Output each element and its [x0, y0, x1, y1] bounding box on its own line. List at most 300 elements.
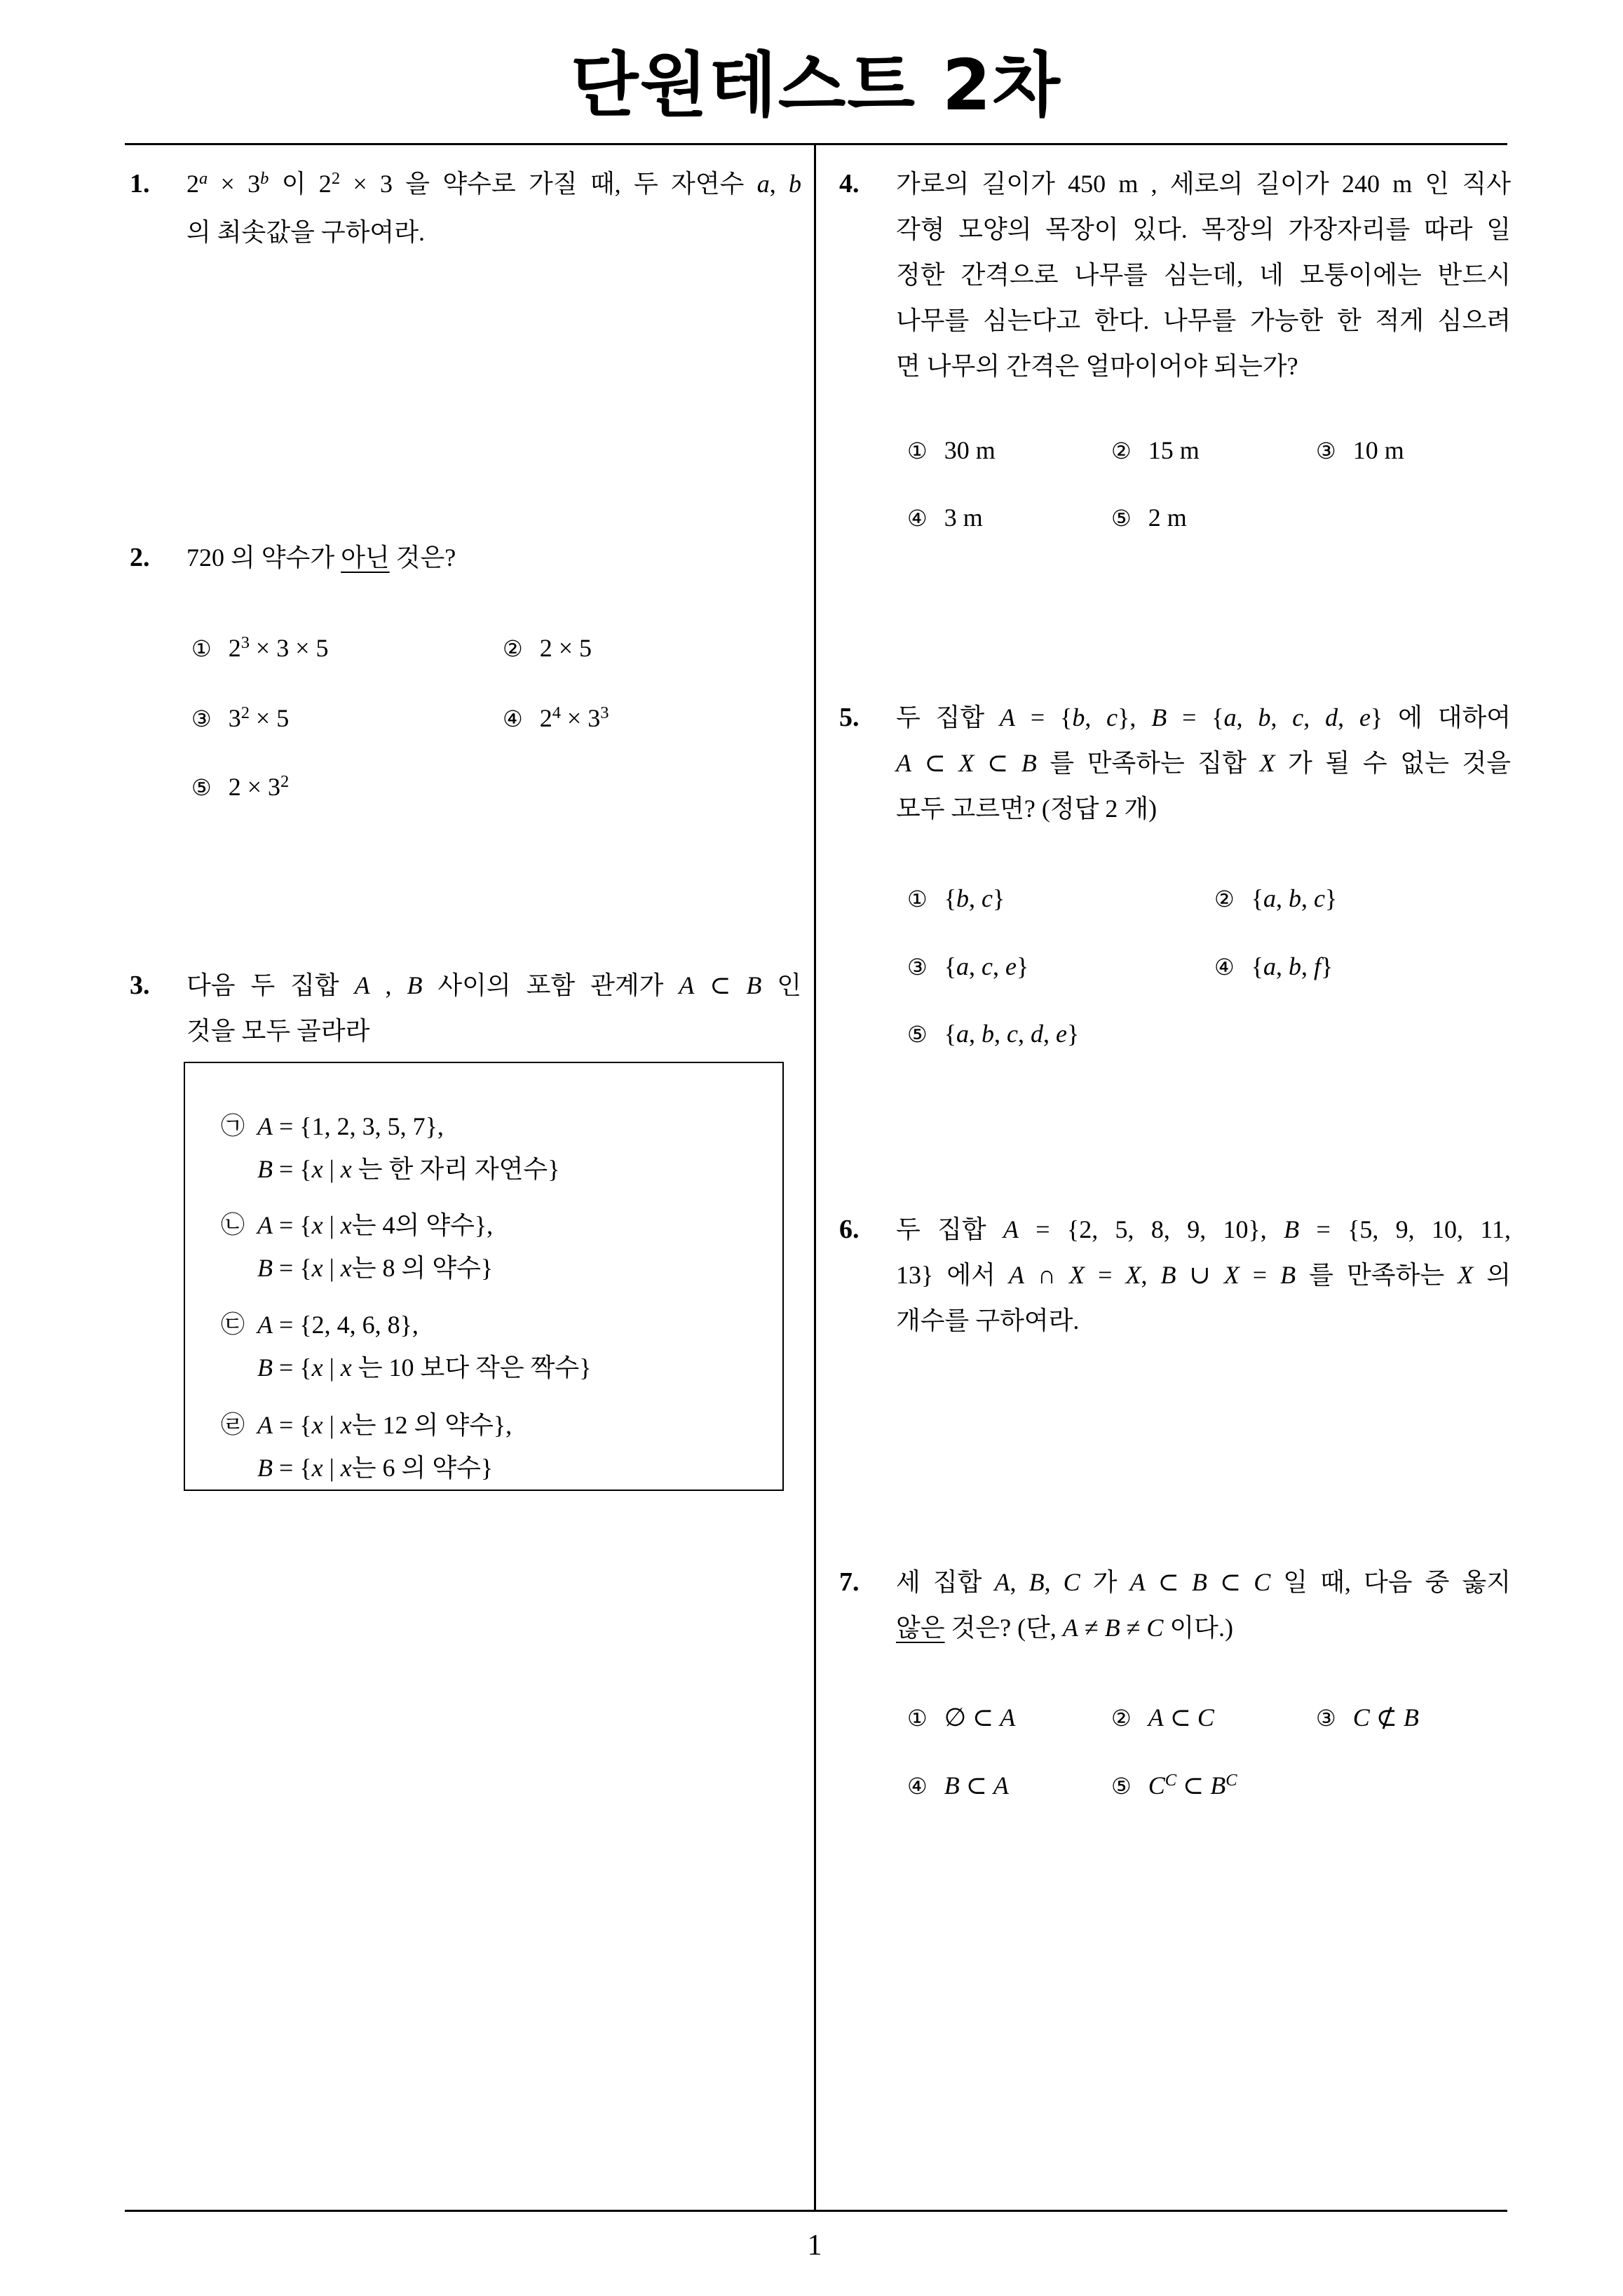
- text-run: = {1, 2, 3, 5, 7},: [273, 1112, 444, 1140]
- superscript: 2: [331, 168, 341, 188]
- condition-line: [257, 1447, 512, 1490]
- answer-option-4: [1214, 944, 1333, 990]
- option-marker: ④: [907, 1773, 928, 1799]
- condition-line: [257, 1148, 560, 1191]
- math-variable: X: [1069, 1261, 1085, 1289]
- text-run: {: [944, 1020, 956, 1048]
- option-marker: ①: [907, 438, 928, 464]
- condition-item: [185, 1105, 782, 1191]
- question-5: [839, 695, 1511, 832]
- text-run: ,: [1301, 952, 1314, 980]
- text-run: 것은? (단,: [944, 1614, 1063, 1642]
- question-text: [186, 963, 801, 1054]
- text-run: ,: [1017, 1020, 1031, 1048]
- option-text: [1148, 504, 1187, 532]
- text-run: ⊄: [1369, 1703, 1404, 1731]
- question-text: [186, 161, 801, 255]
- text-run: ,: [1141, 1261, 1161, 1289]
- text-run: 는 한 자리 자연수}: [351, 1155, 560, 1183]
- text-run: ,: [1010, 1568, 1029, 1596]
- text-run: 정한 간격으로 나무를 심는데, 네 모퉁이에는 반드시: [896, 261, 1511, 289]
- text-run: ∩: [1024, 1261, 1070, 1289]
- option-text: [1148, 1703, 1214, 1731]
- condition-marker: ㉡: [221, 1211, 245, 1239]
- math-variable: B: [1403, 1703, 1419, 1731]
- text-run: =: [1239, 1261, 1281, 1289]
- math-variable: A: [1129, 1568, 1146, 1596]
- option-marker: ②: [1111, 1705, 1132, 1731]
- option-marker: ④: [1214, 954, 1235, 980]
- condition-item: [185, 1404, 782, 1490]
- text-run: ⊂: [694, 971, 747, 999]
- math-variable: x: [311, 1155, 323, 1183]
- superscript-variable: b: [260, 168, 269, 188]
- text-run: 3: [228, 704, 241, 732]
- text-run: = {2, 5, 8, 9, 10},: [1018, 1215, 1284, 1243]
- option-text: [944, 436, 996, 464]
- math-variable: A: [1008, 1261, 1024, 1289]
- text-run: ∪: [1176, 1261, 1224, 1289]
- text-run: ⊂: [1207, 1568, 1254, 1596]
- math-variable: x: [311, 1411, 323, 1439]
- option-marker: ③: [1316, 1705, 1336, 1731]
- answer-option-2: [503, 626, 592, 672]
- text-run: ∅ ⊂: [944, 1703, 1000, 1731]
- condition-text: [257, 1404, 512, 1490]
- question-1: [130, 161, 801, 255]
- math-variable: X: [1259, 749, 1275, 777]
- condition-line: [257, 1304, 592, 1346]
- text-run: 것은?: [389, 543, 456, 572]
- text-run: |: [322, 1454, 341, 1482]
- text-run: 가로의 길이가 450 m , 세로의 길이가 240 m 인 직사: [896, 170, 1511, 198]
- text-run: 이 2: [269, 170, 332, 198]
- condition-marker: ㉣: [221, 1411, 245, 1439]
- math-variable: b: [981, 1020, 994, 1048]
- text-run: 면 나무의 간격은 얼마이어야 되는가?: [896, 352, 1298, 380]
- math-variable: a: [756, 170, 770, 198]
- condition-marker: ㉠: [221, 1112, 245, 1140]
- option-text: [944, 1771, 1009, 1799]
- text-run: 일 때, 다음 중 옳지: [1270, 1568, 1512, 1596]
- text-run: ,: [1301, 884, 1314, 912]
- math-variable: A: [896, 749, 911, 777]
- option-marker: ⑤: [1111, 1773, 1132, 1799]
- condition-line: [257, 1247, 493, 1290]
- math-variable: c: [1313, 884, 1325, 912]
- option-text: [1251, 952, 1333, 980]
- text-run: }: [1016, 952, 1029, 980]
- column-divider: [814, 144, 816, 2211]
- answer-option-3: [191, 696, 289, 744]
- math-variable: A: [257, 1311, 273, 1339]
- question-number: 6.: [839, 1215, 860, 1244]
- question-text-line: [186, 1008, 801, 1054]
- answer-option-1: [907, 1695, 1015, 1741]
- math-variable: B: [1028, 1568, 1045, 1596]
- answer-option-3: [907, 944, 1028, 990]
- option-marker: ③: [191, 705, 212, 732]
- answer-option-2: [1111, 428, 1200, 474]
- text-run: 15 m: [1148, 436, 1200, 464]
- answer-option-4: [503, 696, 609, 744]
- text-run: ,: [968, 884, 982, 912]
- math-variable: x: [340, 1211, 352, 1239]
- text-run: ,: [369, 971, 407, 999]
- text-run: 2 m: [1148, 504, 1187, 532]
- question-text: [896, 695, 1511, 832]
- condition-line: [257, 1204, 493, 1247]
- option-text: [944, 952, 1029, 980]
- text-run: ⊂: [1163, 1703, 1197, 1731]
- math-variable: A: [257, 1211, 273, 1239]
- math-variable: B: [257, 1254, 273, 1282]
- condition-line: [257, 1105, 560, 1148]
- text-run: = {: [273, 1353, 312, 1382]
- text-run: {: [1251, 884, 1263, 912]
- condition-item: [185, 1204, 782, 1290]
- text-run: ,: [1085, 703, 1107, 731]
- answer-option-2: [1214, 876, 1337, 922]
- math-variable: A: [993, 1771, 1009, 1799]
- question-text: [186, 535, 801, 581]
- math-variable: x: [311, 1353, 323, 1382]
- text-run: |: [322, 1254, 341, 1282]
- question-7: [839, 1560, 1511, 1651]
- text-run: 각형 모양의 목장이 있다. 목장의 가장자리를 따라 일: [896, 215, 1511, 243]
- text-run: }: [1066, 1020, 1080, 1048]
- text-run: |: [322, 1211, 341, 1239]
- answer-option-5: [1111, 1763, 1237, 1811]
- text-run: ≠: [1120, 1614, 1147, 1642]
- text-run: = {: [273, 1454, 312, 1482]
- math-variable: A: [354, 971, 370, 999]
- text-run: ,: [1236, 703, 1258, 731]
- condition-text: [257, 1105, 560, 1191]
- text-run: ,: [1338, 703, 1359, 731]
- answer-option-5: [1111, 495, 1187, 541]
- text-run: ,: [968, 952, 982, 980]
- page-title: 단원테스트 2차: [571, 44, 1061, 126]
- math-variable: d: [1325, 703, 1338, 731]
- text-run: 2: [539, 704, 552, 732]
- question-text-line: [896, 161, 1511, 207]
- math-variable: a: [1263, 884, 1276, 912]
- math-variable: b: [956, 884, 969, 912]
- question-number: 3.: [130, 971, 150, 1000]
- text-run: 개수를 구하여라.: [896, 1306, 1080, 1335]
- question-number: 2.: [130, 543, 150, 572]
- question-text-line: [896, 344, 1511, 389]
- question-text: [896, 161, 1511, 389]
- superscript: 2: [240, 703, 250, 722]
- text-run: ,: [968, 1020, 982, 1048]
- text-run: 두 집합: [896, 703, 1000, 731]
- math-variable: b: [1288, 884, 1301, 912]
- option-text: [944, 1020, 1080, 1048]
- header-rule: [125, 143, 1507, 145]
- math-variable: f: [1313, 952, 1321, 980]
- math-variable: x: [340, 1155, 352, 1183]
- math-variable: C: [1146, 1614, 1164, 1642]
- text-run: 모두 고르면? (정답 2 개): [896, 795, 1157, 823]
- math-variable: B: [257, 1454, 273, 1482]
- text-run: 720 의 약수가: [186, 543, 341, 572]
- text-run: ,: [1275, 884, 1289, 912]
- text-run: 다음 두 집합: [186, 971, 355, 999]
- superscript-variable: a: [199, 168, 208, 188]
- condition-marker: ㉢: [221, 1311, 245, 1339]
- answer-option-2: [1111, 1695, 1214, 1741]
- text-run: 13} 에서: [896, 1261, 1009, 1289]
- text-run: |: [322, 1353, 341, 1382]
- math-variable: x: [311, 1454, 323, 1482]
- option-text: [1353, 436, 1404, 464]
- text-run: 2: [228, 634, 241, 662]
- option-marker: ④: [503, 705, 523, 732]
- text-run: }: [1324, 884, 1338, 912]
- math-variable: a: [956, 1020, 969, 1048]
- math-variable: b: [1258, 703, 1271, 731]
- math-variable: A: [679, 971, 695, 999]
- text-run: 를 만족하는: [1296, 1261, 1458, 1289]
- text-run: = {: [1167, 703, 1224, 731]
- text-run: 의: [1473, 1261, 1512, 1289]
- question-text-line: [896, 741, 1511, 786]
- option-marker: ②: [1214, 886, 1235, 912]
- text-run: ⊂: [911, 749, 959, 777]
- option-text: [229, 773, 290, 801]
- text-run: }: [992, 884, 1005, 912]
- text-run: 10 m: [1352, 436, 1404, 464]
- math-variable: x: [311, 1254, 323, 1282]
- math-variable: B: [1191, 1568, 1207, 1596]
- math-variable: B: [746, 971, 762, 999]
- math-variable: B: [1210, 1771, 1226, 1799]
- question-text: [896, 1560, 1511, 1651]
- math-variable: c: [981, 952, 993, 980]
- text-run: 의 최솟값을 구하여라.: [186, 218, 425, 246]
- math-variable: C: [1352, 1703, 1370, 1731]
- conditions-box: [184, 1062, 784, 1491]
- answer-option-4: [907, 495, 983, 541]
- question-text-line: [896, 1605, 1511, 1651]
- text-run: ,: [993, 1020, 1007, 1048]
- answer-option-1: [191, 626, 329, 674]
- superscript: 4: [552, 703, 561, 722]
- math-variable: B: [1021, 749, 1037, 777]
- text-run: 는 12 의 약수},: [351, 1411, 512, 1439]
- math-variable: A: [1000, 1703, 1016, 1731]
- text-run: ⊂: [959, 1771, 993, 1799]
- answer-option-4: [907, 1763, 1009, 1809]
- text-run: ,: [992, 952, 1005, 980]
- question-text-line: [896, 1298, 1511, 1344]
- option-text: [944, 884, 1005, 912]
- text-run: ,: [1270, 703, 1293, 731]
- text-run: × 5: [249, 704, 290, 732]
- text-run: 를 만족하는 집합: [1036, 749, 1260, 777]
- option-text: [540, 704, 609, 732]
- math-variable: A: [257, 1411, 273, 1439]
- question-number: 7.: [839, 1567, 860, 1597]
- text-run: 세 집합: [896, 1568, 995, 1596]
- option-text: [229, 704, 290, 732]
- text-run: 는 4의 약수},: [351, 1211, 494, 1239]
- question-text: [896, 1207, 1511, 1344]
- option-marker: ⑤: [907, 1021, 928, 1048]
- option-text: [1353, 1703, 1419, 1731]
- text-run: 나무를 심는다고 한다. 나무를 가능한 한 적게 심으려: [896, 306, 1511, 335]
- text-run: ⊂: [1145, 1568, 1192, 1596]
- condition-line: [257, 1404, 512, 1447]
- math-variable: X: [1125, 1261, 1141, 1289]
- question-text-line: [896, 695, 1511, 741]
- text-run: ,: [769, 170, 789, 198]
- superscript: 3: [240, 633, 250, 652]
- text-run: × 3 × 5: [249, 634, 329, 662]
- text-run: 는 6 의 약수}: [351, 1454, 494, 1482]
- superscript-variable: C: [1225, 1770, 1237, 1790]
- question-text-line: [896, 252, 1511, 298]
- math-variable: A: [257, 1112, 273, 1140]
- option-marker: ④: [907, 505, 928, 532]
- option-text: [540, 634, 592, 662]
- text-run: = {5, 9, 10, 11,: [1299, 1215, 1511, 1243]
- math-variable: x: [340, 1254, 352, 1282]
- text-run: 2 × 5: [539, 634, 592, 662]
- text-run: ⊂: [1176, 1771, 1211, 1799]
- condition-line: [257, 1346, 592, 1389]
- question-text-line: [186, 161, 801, 210]
- text-run: 인: [761, 971, 802, 999]
- option-text: [1148, 1771, 1237, 1799]
- text-run: 두 집합: [896, 1215, 1003, 1243]
- math-variable: e: [1005, 952, 1017, 980]
- math-variable: B: [257, 1353, 273, 1382]
- text-run: = {2, 4, 6, 8},: [273, 1311, 419, 1339]
- option-marker: ①: [191, 635, 212, 662]
- math-variable: c: [1006, 1020, 1018, 1048]
- math-variable: x: [340, 1411, 352, 1439]
- superscript-variable: C: [1164, 1770, 1177, 1790]
- option-text: [944, 504, 983, 532]
- text-run: 2 × 3: [228, 773, 280, 801]
- answer-option-3: [1316, 428, 1404, 474]
- math-variable: C: [1148, 1771, 1165, 1799]
- answer-option-1: [907, 876, 1005, 922]
- text-run: = {: [273, 1211, 312, 1239]
- math-variable: A: [1000, 703, 1016, 731]
- math-variable: x: [340, 1454, 352, 1482]
- math-variable: b: [1288, 952, 1301, 980]
- text-run: ⊂: [974, 749, 1021, 777]
- text-run: {: [944, 884, 956, 912]
- page-number: 1: [807, 2229, 822, 2262]
- math-variable: B: [1151, 703, 1167, 731]
- math-variable: B: [1280, 1261, 1296, 1289]
- math-variable: x: [340, 1353, 352, 1382]
- question-text-line: [896, 1207, 1511, 1252]
- text-run: |: [322, 1411, 341, 1439]
- option-marker: ②: [1111, 438, 1132, 464]
- question-2: [130, 535, 801, 581]
- text-run: = {: [1015, 703, 1073, 731]
- text-run: ,: [1044, 1568, 1064, 1596]
- answer-option-3: [1316, 1695, 1419, 1741]
- text-run: = {: [273, 1155, 312, 1183]
- math-variable: a: [1263, 952, 1276, 980]
- text-run: 30 m: [944, 436, 996, 464]
- condition-text: [257, 1204, 493, 1290]
- condition-item: [185, 1304, 782, 1389]
- math-variable: C: [1254, 1568, 1271, 1596]
- text-run: × 3: [208, 170, 261, 198]
- text-run: 3 m: [944, 504, 983, 532]
- answer-option-5: [191, 764, 289, 813]
- condition-text: [257, 1304, 592, 1389]
- question-3: [130, 963, 801, 1054]
- text-run: 는 8 의 약수}: [351, 1254, 494, 1282]
- math-variable: c: [1292, 703, 1304, 731]
- option-marker: ⑤: [191, 774, 212, 801]
- math-variable: B: [257, 1155, 273, 1183]
- text-run: ≠: [1078, 1614, 1105, 1642]
- option-marker: ③: [907, 954, 928, 980]
- superscript: 3: [600, 703, 609, 722]
- text-run: ,: [1043, 1020, 1056, 1048]
- text-run: 이다.): [1163, 1614, 1233, 1642]
- question-number: 1.: [130, 169, 150, 198]
- question-4: [839, 161, 1511, 389]
- math-variable: c: [981, 884, 993, 912]
- option-text: [1251, 884, 1338, 912]
- option-text: [229, 634, 329, 662]
- math-variable: d: [1030, 1020, 1043, 1048]
- question-text-line: [186, 210, 801, 255]
- math-variable: b: [1072, 703, 1085, 731]
- math-variable: b: [789, 170, 802, 198]
- question-text-line: [896, 786, 1511, 832]
- math-variable: X: [1458, 1261, 1474, 1289]
- option-marker: ⑤: [1111, 505, 1132, 532]
- option-marker: ②: [503, 635, 523, 662]
- question-text-line: [896, 298, 1511, 344]
- math-variable: A: [1148, 1703, 1164, 1731]
- math-variable: a: [956, 952, 969, 980]
- math-variable: B: [1104, 1614, 1120, 1642]
- question-6: [839, 1207, 1511, 1344]
- math-variable: B: [407, 971, 423, 999]
- math-variable: A: [1003, 1215, 1019, 1243]
- text-run: =: [1085, 1261, 1126, 1289]
- math-variable: C: [1197, 1703, 1214, 1731]
- text-run: {: [1251, 952, 1263, 980]
- option-marker: ③: [1316, 438, 1336, 464]
- text-run: }: [1320, 952, 1333, 980]
- text-run: ,: [1275, 952, 1289, 980]
- text-run: ,: [1303, 703, 1326, 731]
- footer-rule: [125, 2210, 1507, 2212]
- math-variable: A: [1062, 1614, 1078, 1642]
- text-run: } 에 대하여: [1370, 703, 1512, 731]
- text-run: = {: [273, 1254, 312, 1282]
- answer-option-5: [907, 1011, 1079, 1058]
- text-run: 가: [1080, 1568, 1130, 1596]
- question-text-line: [896, 1560, 1511, 1605]
- text-run: 것을 모두 골라라: [186, 1017, 370, 1045]
- math-variable: B: [1160, 1261, 1176, 1289]
